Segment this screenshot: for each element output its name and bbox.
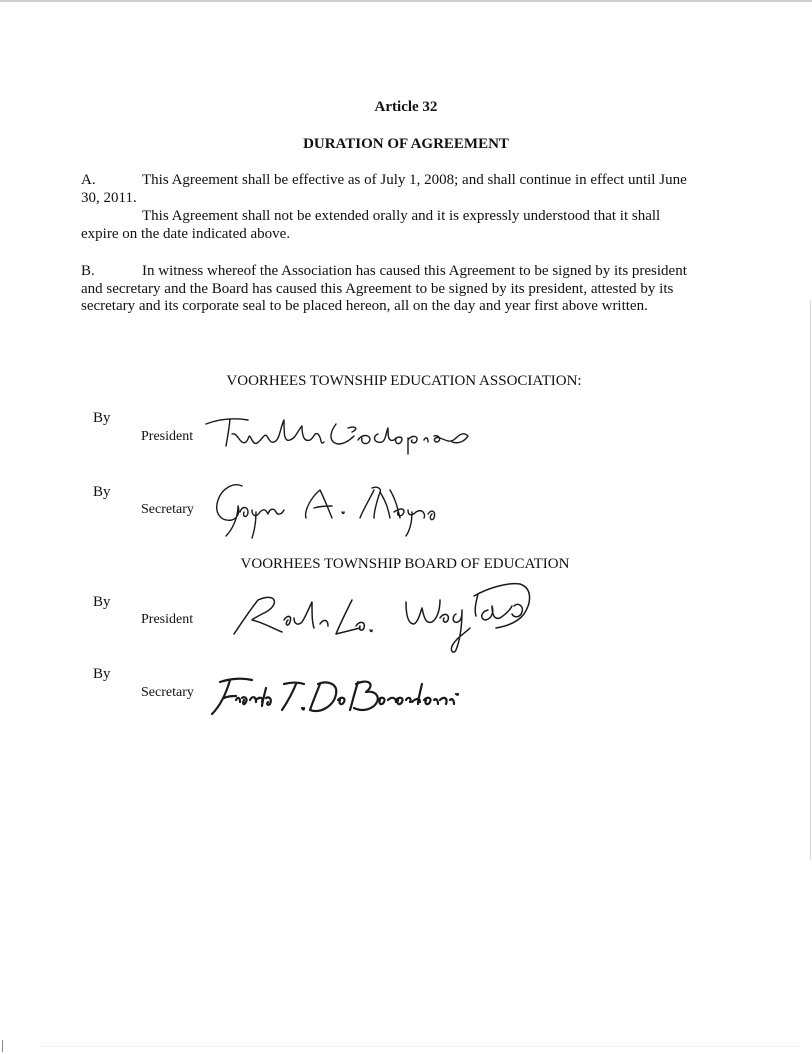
scan-edge-left — [2, 1040, 3, 1052]
board-secretary-label: Secretary — [141, 685, 194, 700]
board-secretary-by: By — [93, 666, 111, 682]
association-secretary-by: By — [93, 484, 111, 500]
association-name: VOORHEES TOWNSHIP EDUCATION ASSOCIATION: — [226, 373, 582, 389]
board-president-label: President — [141, 612, 194, 627]
board-president-by: By — [93, 594, 111, 610]
board-secretary-signature — [206, 670, 466, 720]
section-a-paragraph — [81, 172, 701, 207]
section-b-letter: B. — [81, 263, 95, 279]
scan-edge-right — [810, 300, 811, 860]
association-secretary-label: Secretary — [141, 502, 194, 517]
section-b-text: In witness whereof the Association has caused this Agreement to be signed by its president and secretary and the Board has caused this Agreement to be signed by its president, attested by its secretary and its corporate seal to be placed hereon, all on the day and year first above written. — [81, 263, 687, 314]
section-a-letter: A. — [81, 172, 96, 188]
board-president-signature — [228, 578, 532, 658]
section-a-text: This Agreement shall be effective as of July 1, 2008; and shall continue in effect until June 30, 2011. — [81, 172, 687, 206]
article-title: DURATION OF AGREEMENT — [303, 136, 509, 152]
scan-edge-bottom — [40, 1046, 800, 1047]
scan-edge-top — [0, 0, 812, 2]
association-president-signature — [202, 410, 472, 456]
association-president-label: President — [141, 429, 194, 444]
section-a-continuation-paragraph — [81, 208, 701, 243]
section-b-paragraph — [81, 263, 701, 316]
section-a-continuation: This Agreement shall not be extended orally and it is expressly understood that it shall expire on the date indicated above. — [81, 208, 661, 242]
association-secretary-signature — [210, 478, 440, 544]
board-name: VOORHEES TOWNSHIP BOARD OF EDUCATION — [240, 556, 570, 572]
association-president-by: By — [93, 410, 111, 426]
article-number: Article 32 — [374, 99, 438, 115]
